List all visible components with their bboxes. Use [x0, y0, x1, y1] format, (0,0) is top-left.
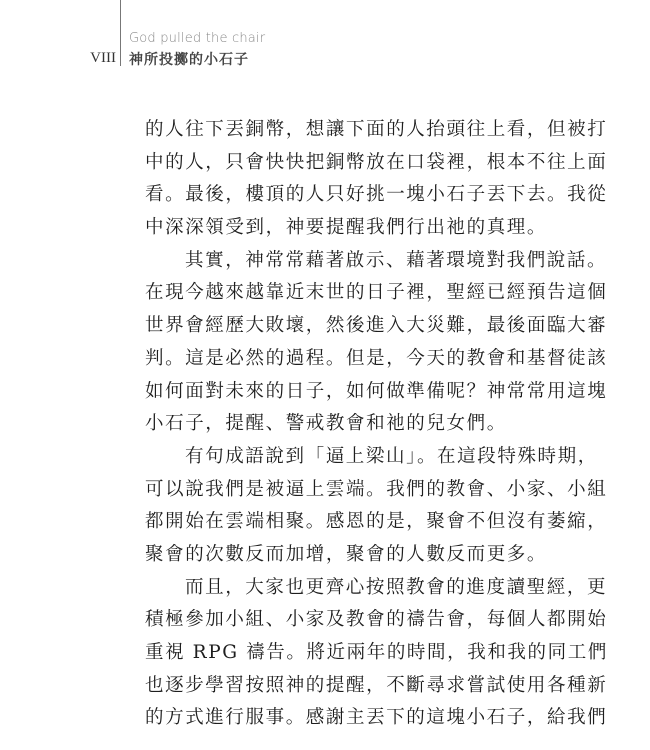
text-line: 小石子，提醒、警戒教會和祂的兒女們。: [145, 413, 507, 435]
text-line: 判。這是必然的過程。但是，今天的教會和基督徒該: [145, 347, 608, 369]
text-line: 其實，神常常藉著啟示、藉著環境對我們說話。: [185, 249, 608, 271]
running-header-english-title: God pulled the chair: [129, 31, 266, 46]
text-line: 重視 RPG 禱告。將近兩年的時間，我和我的同工們: [145, 642, 608, 663]
text-line: 有句成語說到「逼上梁山」。在這段特殊時期，: [185, 445, 598, 467]
text-line: 如何面對未來的日子，如何做準備呢？神常常用這塊: [145, 380, 608, 402]
text-line: 可以說我們是被逼上雲端。我們的教會、小家、小組: [145, 478, 608, 500]
text-line: 在現今越來越靠近末世的日子裡，聖經已經預告這個: [145, 282, 608, 304]
header-divider: [120, 0, 121, 66]
text-line: 都開始在雲端相聚。感恩的是，聚會不但沒有萎縮，: [145, 511, 608, 533]
running-header-chinese-title: 神所投擲的小石子: [129, 52, 249, 68]
text-line: 的方式進行服事。感謝主丟下的這塊小石子，給我們: [145, 707, 608, 729]
text-line: 的人往下丟銅幣，想讓下面的人抬頭往上看，但被打: [145, 119, 608, 140]
page-number: VIII: [90, 50, 116, 66]
body-text: [145, 114, 608, 735]
text-line: 積極參加小組、小家及教會的禱告會，每個人都開始: [145, 609, 608, 631]
text-line: 中的人，只會快快把銅幣放在口袋裡，根本不往上面: [145, 151, 608, 173]
text-line: 看。最後，樓頂的人只好挑一塊小石子丟下去。我從: [145, 184, 608, 206]
text-line: 也逐步學習按照神的提醒，不斷尋求嘗試使用各種新: [145, 674, 608, 696]
text-line: 而且，大家也更齊心按照教會的進度讀聖經，更: [185, 576, 608, 598]
text-line: 中深深領受到，神要提醒我們行出祂的真理。: [145, 217, 548, 239]
text-line: 聚會的次數反而加增，聚會的人數反而更多。: [145, 543, 548, 565]
text-line: 世界會經歷大敗壞，然後進入大災難，最後面臨大審: [145, 315, 608, 337]
